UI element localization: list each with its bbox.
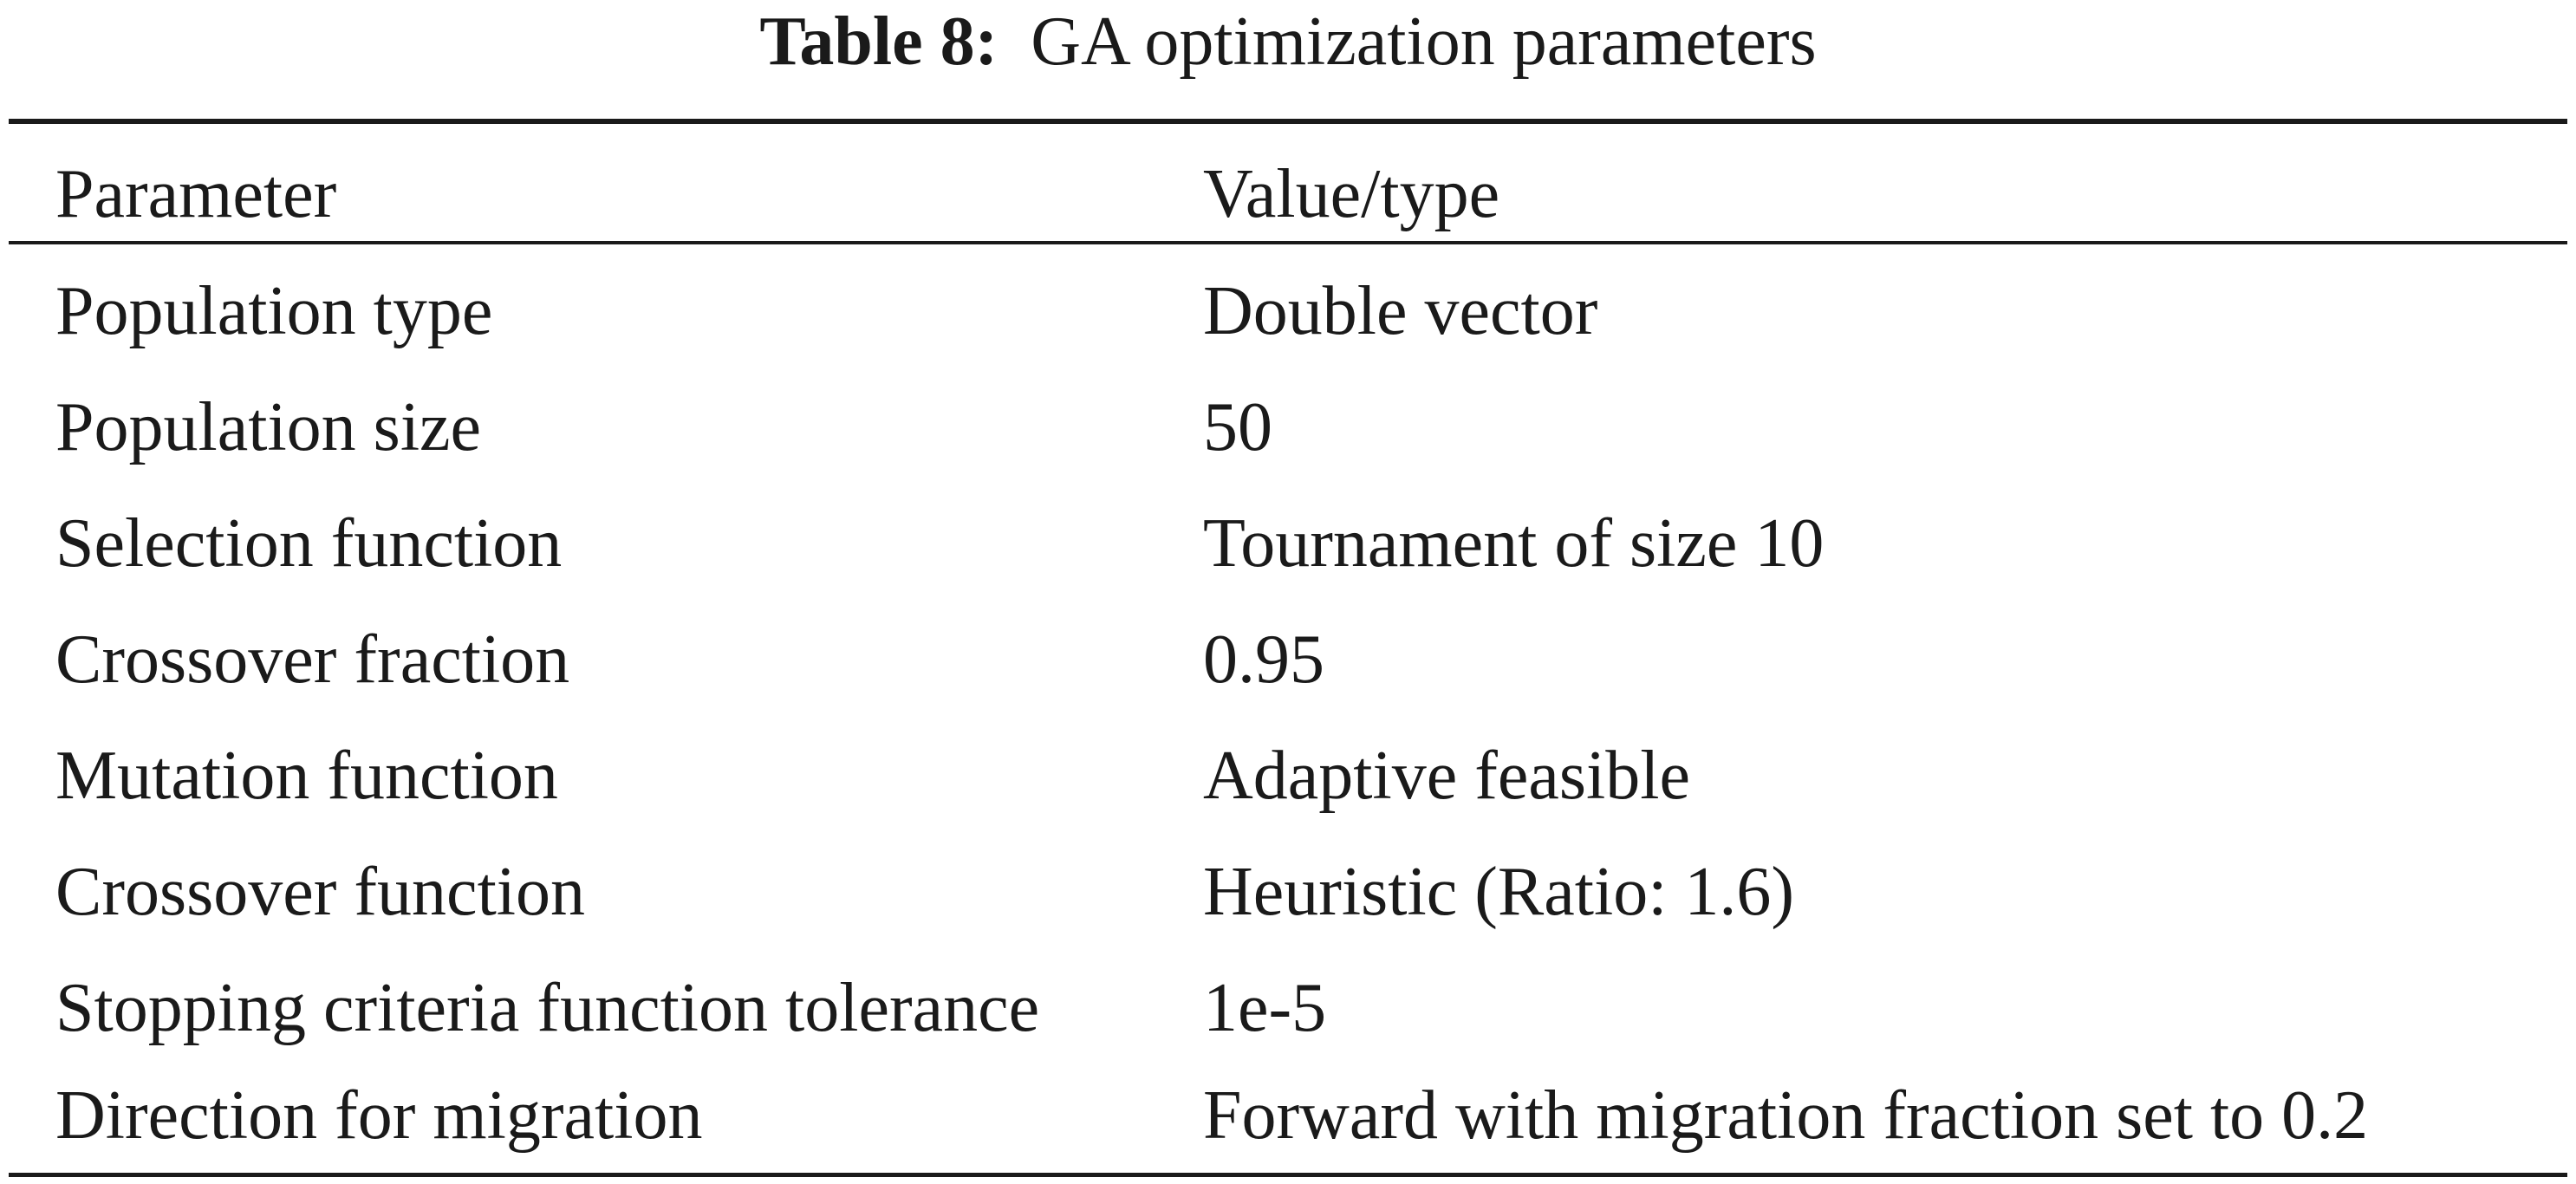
value-cell: Tournament of size 10: [1203, 505, 1825, 582]
table-row: [0, 718, 2576, 834]
value-cell: Forward with migration fraction set to 0.2: [1203, 1077, 2369, 1154]
table-row: [0, 1057, 2576, 1174]
table-row: [0, 602, 2576, 718]
table-row: [0, 950, 2576, 1066]
parameter-cell: Selection function: [55, 505, 563, 582]
header-parameter: Parameter: [55, 156, 337, 232]
parameter-cell: Population type: [55, 273, 493, 349]
value-cell: 50: [1203, 389, 1272, 465]
value-cell: Heuristic (Ratio: 1.6): [1203, 854, 1795, 930]
value-cell: Double vector: [1203, 273, 1598, 349]
table-header-rule: [9, 241, 2567, 244]
table-header-row: [0, 136, 2576, 252]
table-bottom-rule: [9, 1173, 2567, 1177]
value-cell: 1e-5: [1203, 970, 1327, 1046]
value-cell: 0.95: [1203, 621, 1324, 698]
table-row: [0, 369, 2576, 485]
table-top-rule: [9, 119, 2567, 124]
value-cell: Adaptive feasible: [1203, 738, 1690, 814]
parameter-cell: Mutation function: [55, 738, 558, 814]
table-row: [0, 485, 2576, 602]
parameter-cell: Crossover fraction: [55, 621, 570, 698]
parameter-cell: Stopping criteria function tolerance: [55, 970, 1040, 1046]
parameter-cell: Crossover function: [55, 854, 586, 930]
parameter-cell: Direction for migration: [55, 1077, 703, 1154]
table-row: [0, 834, 2576, 950]
table-row: [0, 253, 2576, 369]
parameter-cell: Population size: [55, 389, 482, 465]
table-caption-label: Table 8:: [759, 3, 999, 80]
table-caption: [0, 0, 2576, 83]
table-caption-title: GA optimization parameters: [1031, 3, 1817, 80]
header-value-type: Value/type: [1203, 156, 1500, 232]
